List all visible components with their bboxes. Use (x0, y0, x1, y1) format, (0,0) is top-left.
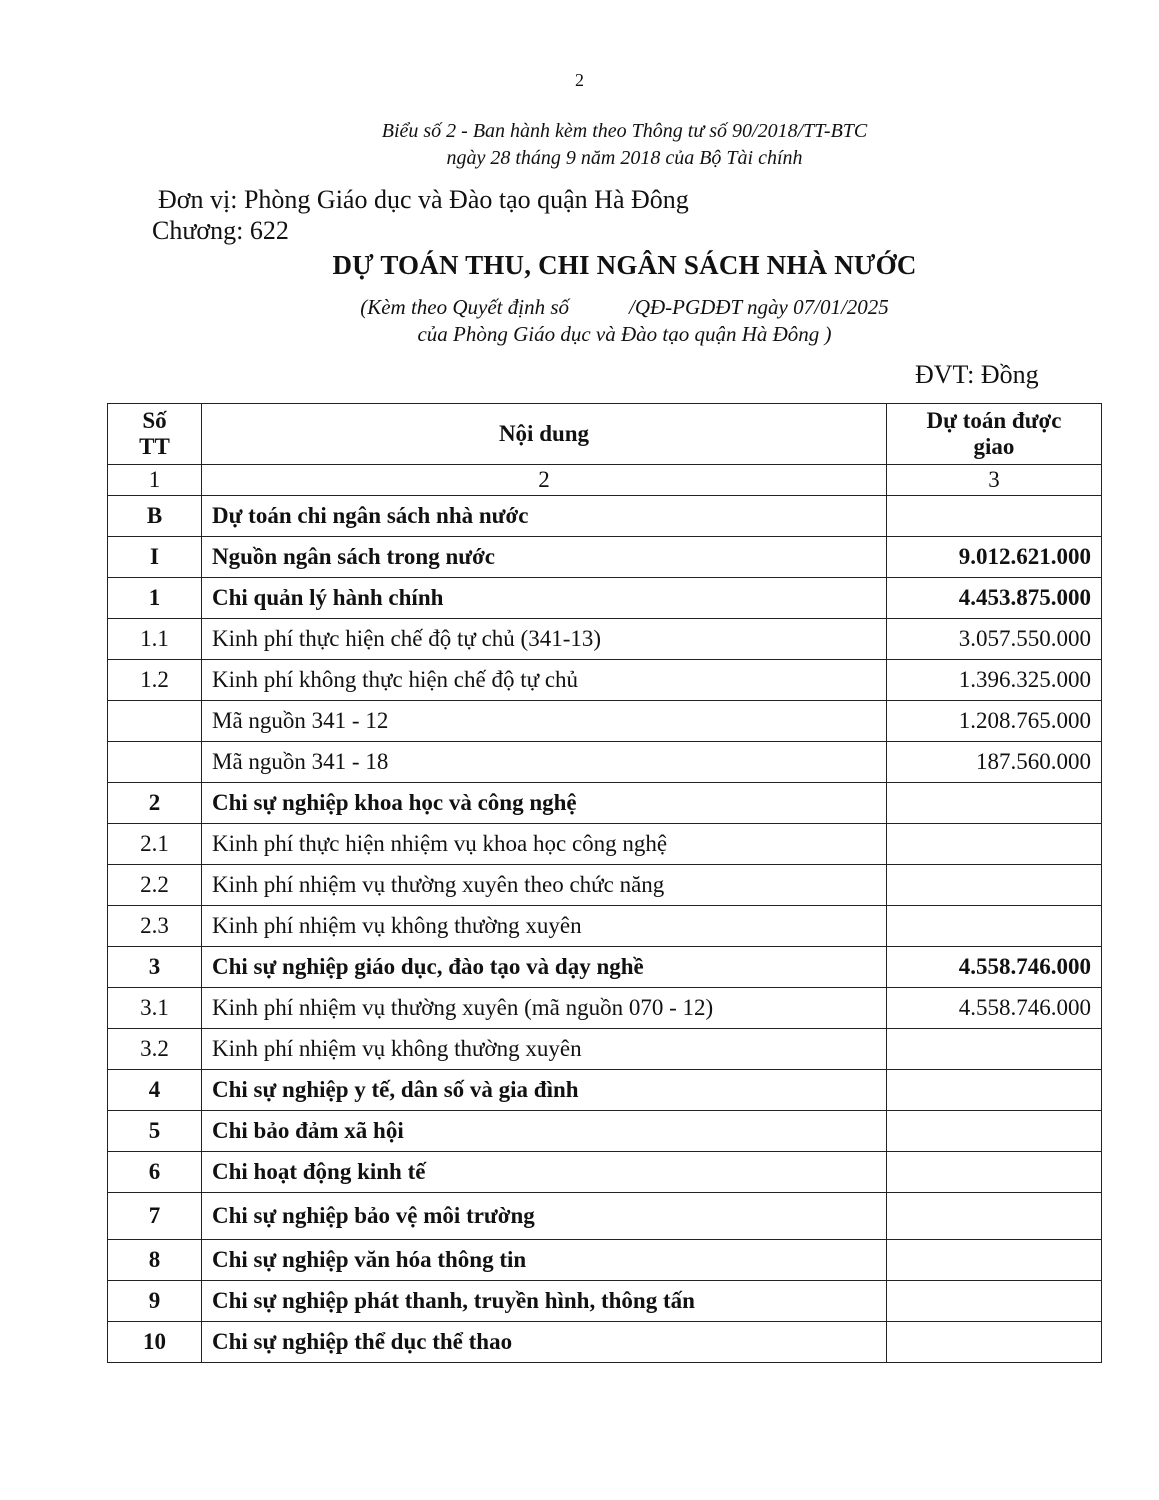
row-content: Dự toán chi ngân sách nhà nước (202, 496, 887, 537)
row-amount: 1.208.765.000 (887, 701, 1102, 742)
row-content: Chi sự nghiệp thể dục thể thao (202, 1322, 887, 1363)
form-note-line-2: ngày 28 tháng 9 năm 2018 của Bộ Tài chính (446, 147, 803, 169)
unit-line: Đơn vị: Phòng Giáo dục và Đào tạo quận Hà Đông (158, 185, 689, 214)
chapter-line: Chương: 622 (152, 216, 289, 245)
row-content: Kinh phí nhiệm vụ thường xuyên (mã nguồn 070 - 12) (202, 988, 887, 1029)
table-row (108, 537, 1102, 578)
row-amount (887, 824, 1102, 865)
table-row (108, 1070, 1102, 1111)
header-row (108, 404, 1102, 465)
table-row (108, 619, 1102, 660)
row-content: Chi sự nghiệp giáo dục, đào tạo và dạy nghề (202, 947, 887, 988)
column-index-3: 3 (887, 465, 1102, 496)
row-stt: 2 (108, 783, 202, 824)
row-amount: 3.057.550.000 (887, 619, 1102, 660)
header-stt-line-2: TT (139, 434, 170, 459)
table-row (108, 496, 1102, 537)
page-number: 2 (575, 70, 584, 90)
table-row (108, 578, 1102, 619)
table-row (108, 1029, 1102, 1070)
attachment-line-2: của Phòng Giáo dục và Đào tạo quận Hà Đông ) (417, 322, 832, 346)
row-content: Chi sự nghiệp phát thanh, truyền hình, thông tấn (202, 1281, 887, 1322)
row-stt: 3 (108, 947, 202, 988)
row-content: Chi quản lý hành chính (202, 578, 887, 619)
row-stt: 4 (108, 1070, 202, 1111)
attachment-part-2: /QĐ-PGDĐT ngày 07/01/2025 (629, 295, 889, 319)
row-stt: 1.1 (108, 619, 202, 660)
row-stt: 5 (108, 1111, 202, 1152)
table-row (108, 947, 1102, 988)
row-stt: 2.3 (108, 906, 202, 947)
budget-table (107, 403, 1102, 1363)
row-amount (887, 1111, 1102, 1152)
row-amount (887, 865, 1102, 906)
table-row (108, 1193, 1102, 1240)
row-stt: 8 (108, 1240, 202, 1281)
row-amount: 187.560.000 (887, 742, 1102, 783)
row-content: Mã nguồn 341 - 12 (202, 701, 887, 742)
row-content: Chi hoạt động kinh tế (202, 1152, 887, 1193)
column-index-2: 2 (202, 465, 887, 496)
column-index-row (108, 465, 1102, 496)
row-stt: I (108, 537, 202, 578)
row-stt: B (108, 496, 202, 537)
document-title: DỰ TOÁN THU, CHI NGÂN SÁCH NHÀ NƯỚC (332, 250, 917, 280)
row-stt: 3.1 (108, 988, 202, 1029)
attachment-part-1: (Kèm theo Quyết định số (360, 295, 569, 319)
row-amount (887, 906, 1102, 947)
row-amount (887, 1240, 1102, 1281)
row-stt: 9 (108, 1281, 202, 1322)
row-content: Chi sự nghiệp văn hóa thông tin (202, 1240, 887, 1281)
header-stt (108, 404, 202, 465)
table-row (108, 865, 1102, 906)
table-row (108, 701, 1102, 742)
table-row (108, 660, 1102, 701)
row-amount: 4.558.746.000 (887, 947, 1102, 988)
table-row (108, 783, 1102, 824)
row-amount (887, 1029, 1102, 1070)
row-amount: 1.396.325.000 (887, 660, 1102, 701)
row-stt (108, 701, 202, 742)
row-amount (887, 1152, 1102, 1193)
row-content: Kinh phí nhiệm vụ thường xuyên theo chức năng (202, 865, 887, 906)
row-stt: 2.1 (108, 824, 202, 865)
row-content: Kinh phí không thực hiện chế độ tự chủ (202, 660, 887, 701)
header-content: Nội dung (202, 404, 887, 465)
row-content: Nguồn ngân sách trong nước (202, 537, 887, 578)
row-amount (887, 1193, 1102, 1240)
row-content: Chi sự nghiệp khoa học và công nghệ (202, 783, 887, 824)
row-amount (887, 783, 1102, 824)
table-row (108, 1240, 1102, 1281)
header-amount-line-1: Dự toán được (926, 408, 1062, 433)
row-amount (887, 1281, 1102, 1322)
table-row (108, 1281, 1102, 1322)
row-content: Mã nguồn 341 - 18 (202, 742, 887, 783)
row-amount: 9.012.621.000 (887, 537, 1102, 578)
header-amount (887, 404, 1102, 465)
table-row (108, 1152, 1102, 1193)
row-stt: 1 (108, 578, 202, 619)
row-amount: 4.453.875.000 (887, 578, 1102, 619)
row-stt: 10 (108, 1322, 202, 1363)
row-content: Kinh phí nhiệm vụ không thường xuyên (202, 906, 887, 947)
attachment-line-1 (0, 295, 1159, 320)
row-stt: 3.2 (108, 1029, 202, 1070)
table-row (108, 988, 1102, 1029)
row-amount (887, 1322, 1102, 1363)
row-content: Chi sự nghiệp y tế, dân số và gia đình (202, 1070, 887, 1111)
row-content: Chi sự nghiệp bảo vệ môi trường (202, 1193, 887, 1240)
table-row (108, 1322, 1102, 1363)
header-stt-line-1: Số (142, 408, 167, 433)
table-row (108, 1111, 1102, 1152)
row-amount (887, 1070, 1102, 1111)
row-amount: 4.558.746.000 (887, 988, 1102, 1029)
table-row (108, 742, 1102, 783)
row-stt: 6 (108, 1152, 202, 1193)
currency-unit: ĐVT: Đồng (915, 360, 1039, 389)
row-content: Chi bảo đảm xã hội (202, 1111, 887, 1152)
row-stt: 7 (108, 1193, 202, 1240)
row-content: Kinh phí thực hiện nhiệm vụ khoa học công nghệ (202, 824, 887, 865)
table-row (108, 824, 1102, 865)
form-note-line-1: Biểu số 2 - Ban hành kèm theo Thông tư số 90/2018/TT-BTC (381, 120, 868, 142)
row-amount (887, 496, 1102, 537)
column-index-1: 1 (108, 465, 202, 496)
row-stt (108, 742, 202, 783)
row-stt: 1.2 (108, 660, 202, 701)
row-content: Kinh phí thực hiện chế độ tự chủ (341-13) (202, 619, 887, 660)
row-stt: 2.2 (108, 865, 202, 906)
table-row (108, 906, 1102, 947)
row-content: Kinh phí nhiệm vụ không thường xuyên (202, 1029, 887, 1070)
header-amount-line-2: giao (973, 434, 1015, 459)
